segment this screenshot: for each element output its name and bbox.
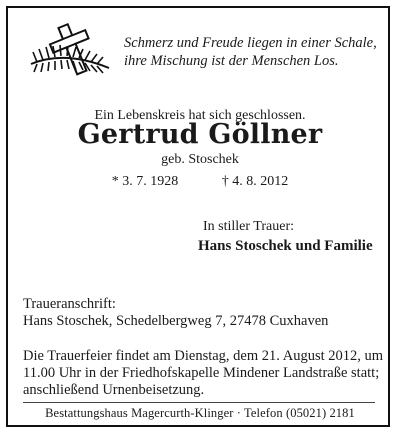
ceremony-line-1: Die Trauerfeier findet am Dienstag, dem 21. August 2012, um — [23, 348, 384, 364]
life-dates — [0, 174, 400, 190]
address-label: Traueranschrift: — [23, 296, 116, 312]
birth-date: * 3. 7. 1928 — [111, 174, 179, 189]
birth-name: geb. Stoschek — [161, 152, 239, 167]
mourners-names: Hans Stoschek und Familie — [198, 238, 373, 254]
ceremony-info — [23, 348, 383, 399]
motto — [124, 34, 389, 70]
ceremony-line-2: 11.00 Uhr in der Friedhofskapelle Mindener Landstraße statt; — [23, 365, 380, 381]
footer-divider — [23, 402, 375, 403]
death-date: † 4. 8. 2012 — [221, 174, 289, 189]
deceased-name: Gertrud Göllner — [77, 119, 323, 150]
mourning-intro: In stiller Trauer: — [203, 219, 294, 234]
intro-sentence: Ein Lebenskreis hat sich geschlossen. — [94, 108, 306, 123]
motto-line-1: Schmerz und Freude liegen in einer Schale, — [124, 35, 377, 51]
ceremony-line-3: anschließend Urnenbeisetzung. — [23, 382, 205, 398]
mourning-address: Hans Stoschek, Schedelbergweg 7, 27478 Cuxhaven — [23, 313, 329, 329]
cross-palm-icon — [25, 20, 115, 80]
motto-line-2: ihre Mischung ist der Menschen Los. — [124, 53, 339, 69]
funeral-home-footer: Bestattungshaus Magercurth-Klinger · Telefon (05021) 2181 — [45, 406, 355, 420]
